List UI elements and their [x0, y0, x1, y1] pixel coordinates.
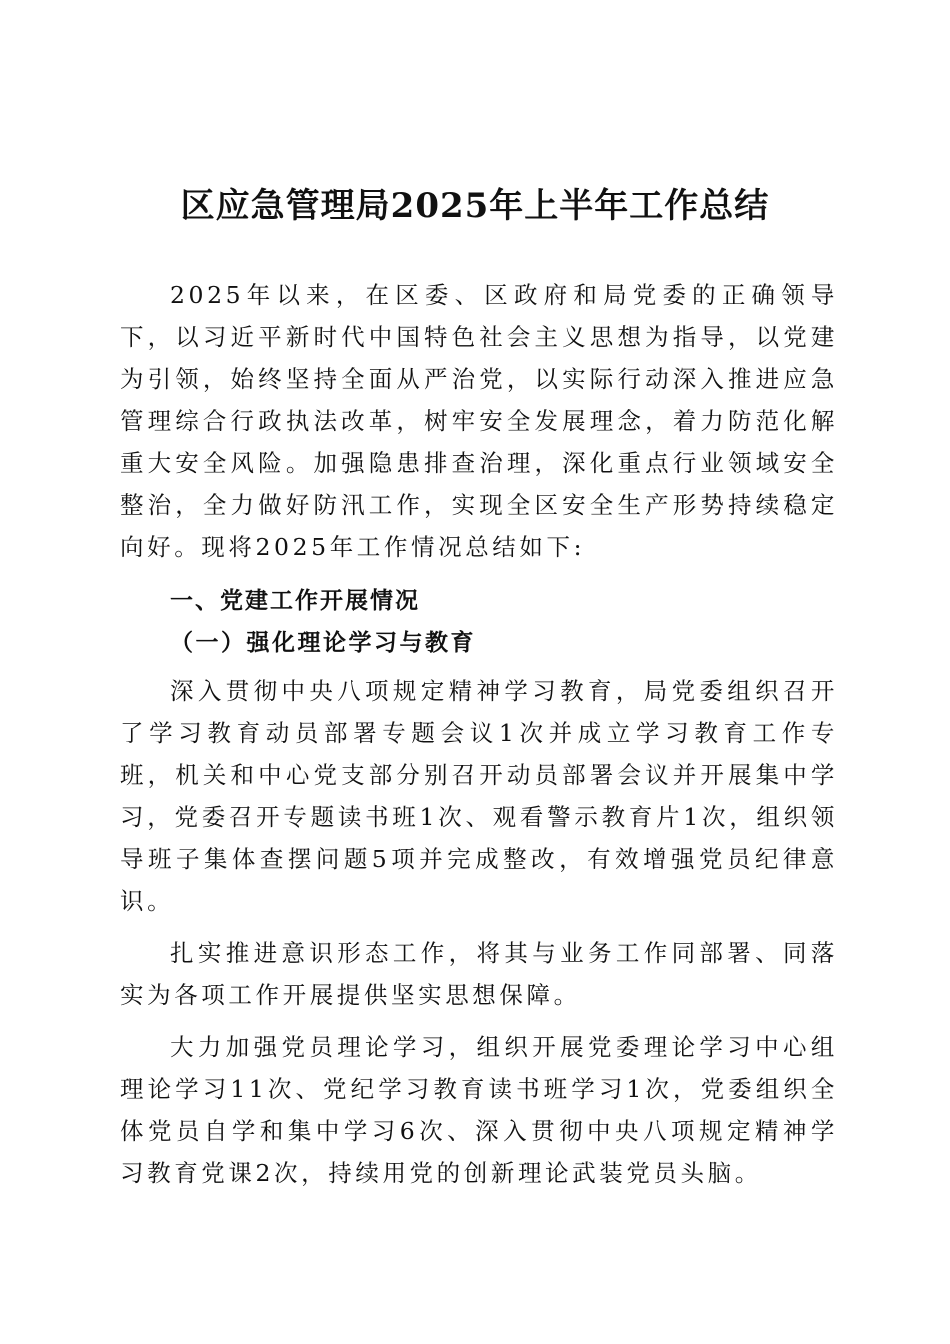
subsection-heading-theory-study: （一）强化理论学习与教育	[170, 629, 476, 656]
document-title: 区应急管理局2025年上半年工作总结	[180, 186, 770, 226]
body-paragraph: 扎实推进意识形态工作，将其与业务工作同部署、同落实为各项工作开展提供坚实思想保障。	[120, 939, 838, 1009]
document-body	[120, 274, 838, 1194]
intro-paragraph: 2025年以来，在区委、区政府和局党委的正确领导下，以习近平新时代中国特色社会主义思想为指导，以党建为引领，始终坚持全面从严治党，以实际行动深入推进应急管理综合行政执法改革，树牢安全发展理念，着力防范化解重大安全风险。加强隐患排查治理，深化重点行业领域安全整治，全力做好防汛工作，实现全区安全生产形势持续稳定向好。现将2025年工作情况总结如下:	[120, 281, 838, 561]
section-heading-party-building: 一、党建工作开展情况	[170, 588, 420, 614]
body-paragraph: 深入贯彻中央八项规定精神学习教育，局党委组织召开了学习教育动员部署专题会议1次并成立学习教育工作专班，机关和中心党支部分别召开动员部署会议并开展集中学习，党委召开专题读书班1次、观看警示教育片1次，组织领导班子集体查摆问题5项并完成整改，有效增强党员纪律意识。	[120, 677, 838, 915]
body-paragraph: 大力加强党员理论学习，组织开展党委理论学习中心组理论学习11次、党纪学习教育读书班学习1次，党委组织全体党员自学和集中学习6次、深入贯彻中央八项规定精神学习教育党课2次，持续用党的创新理论武装党员头脑。	[120, 1033, 838, 1187]
